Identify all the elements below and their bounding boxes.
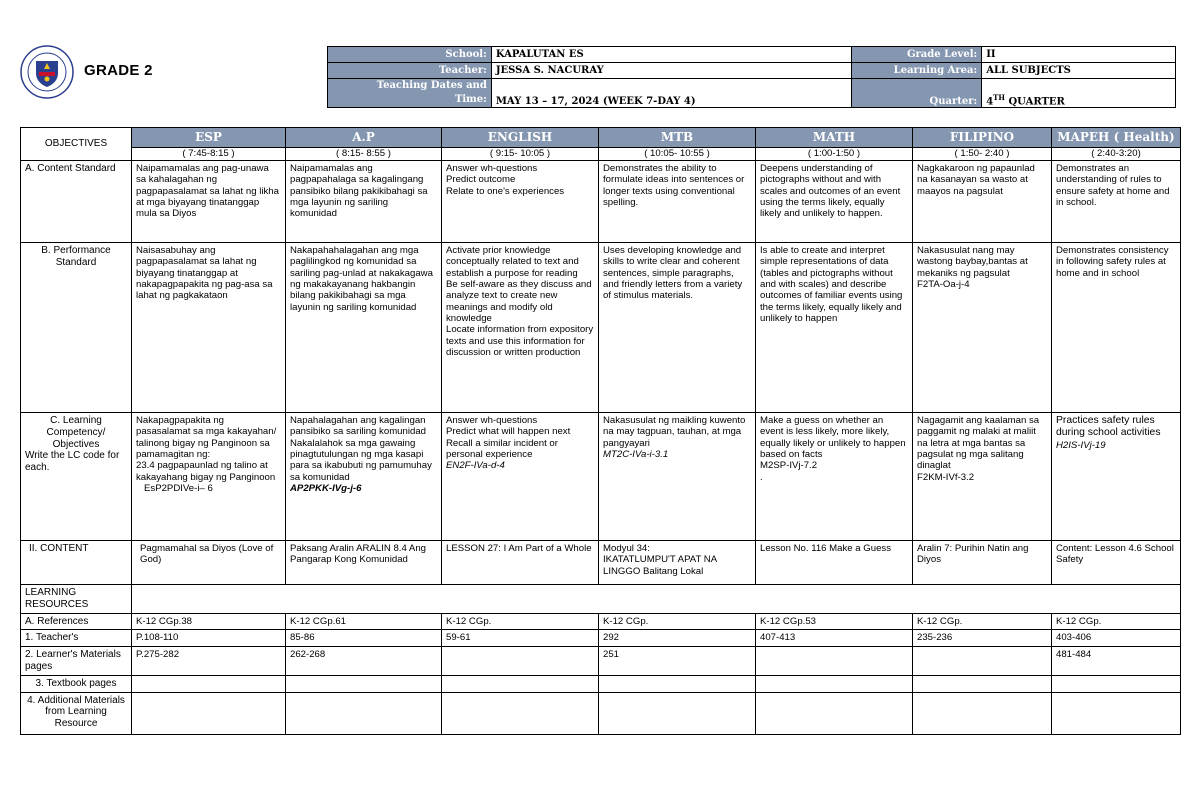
learning-area-value: ALL SUBJECTS — [982, 63, 1176, 79]
additional-materials-mapeh — [1052, 692, 1181, 734]
references-esp: K-12 CGp.38 — [132, 613, 286, 630]
competency-mtb-code: MT2C-IVa-i-3.1 — [603, 448, 669, 460]
additional-materials-label: 4. Additional Materials from Learning Resource — [21, 692, 132, 734]
competency-esp-code: EsP2PDIVe-i– 6 — [144, 482, 213, 494]
performance-standard-ap: Nakapahahalagahan ang mga paglilingkod ng komunidad sa sariling pag-unlad at nakakagawa ng makakayanang hakbangin bilang pakikibahagi sa mga layunin ng sariling komunidad — [286, 243, 442, 413]
time-math: ( 1:00-1:50 ) — [756, 148, 913, 161]
competency-math-code: M2SP-IVj-7.2 — [760, 460, 818, 472]
additional-materials-ap — [286, 692, 442, 734]
performance-standard-mapeh: Demonstrates consistency in following safety rules at home and in school — [1052, 243, 1181, 413]
deped-seal-logo — [20, 45, 74, 99]
competency-mtb-text: Nakasusulat ng maikling kuwento na may tagpuan, tauhan, at mga pangyayari — [603, 415, 746, 449]
subject-header-esp: ESP — [132, 128, 286, 148]
objectives-header: OBJECTIVES — [21, 128, 132, 161]
competency-english-code: EN2F-IVa-d-4 — [446, 460, 505, 472]
additional-materials-english — [442, 692, 599, 734]
grade-title: GRADE 2 — [84, 62, 153, 79]
competency-filipino-code: F2KM-IVf-3.2 — [917, 471, 975, 483]
content-ap: Paksang Aralin ARALIN 8.4 Ang Pangarap Kong Komunidad — [286, 541, 442, 585]
additional-materials-filipino — [913, 692, 1052, 734]
content-math: Lesson No. 116 Make a Guess — [756, 541, 913, 585]
content-standard-english: Answer wh-questions Predict outcome Relate to one's experiences — [442, 161, 599, 243]
teacher-value: JESSA S. NACURAY — [491, 63, 852, 79]
references-mapeh: K-12 CGp. — [1052, 613, 1181, 630]
time-ap: ( 8:15- 8:55 ) — [286, 148, 442, 161]
performance-standard-esp: Naisasabuhay ang pagpapasalamat sa lahat ng biyayang tinatanggap at nakapagpapakita ng pag-asa sa lahat ng pagkakataon — [132, 243, 286, 413]
performance-standard-filipino-text: Nakasusulat nang may wastong baybay,bantas at mekaniks ng pagsulat — [917, 245, 1028, 279]
learners-materials-label: 2. Learner's Materials pages — [21, 647, 132, 676]
learning-area-label: Learning Area: — [852, 63, 982, 79]
competency-mapeh-code: H2IS-IVj-19 — [1056, 439, 1106, 451]
references-ap: K-12 CGp.61 — [286, 613, 442, 630]
competency-ap-code: AP2PKK-IVg-j-6 — [290, 482, 362, 494]
competency-label — [21, 413, 132, 541]
teaching-dates-label — [328, 79, 492, 108]
textbook-pages-esp — [132, 675, 286, 692]
references-english: K-12 CGp. — [442, 613, 599, 630]
teachers-guide-filipino: 235-236 — [913, 630, 1052, 647]
competency-math-extra: . — [760, 471, 763, 483]
teachers-guide-esp: P.108-110 — [132, 630, 286, 647]
textbook-pages-ap — [286, 675, 442, 692]
references-label: A. References — [21, 613, 132, 630]
performance-standard-filipino — [913, 243, 1052, 413]
learners-materials-english — [442, 647, 599, 676]
teachers-guide-mapeh: 403-406 — [1052, 630, 1181, 647]
subject-header-mapeh: MAPEH ( Health) — [1052, 128, 1181, 148]
performance-standard-label: B. Performance Standard — [21, 243, 132, 413]
competency-filipino — [913, 413, 1052, 541]
competency-mapeh — [1052, 413, 1181, 541]
teacher-label: Teacher: — [328, 63, 492, 79]
content-filipino: Aralin 7: Purihin Natin ang Diyos — [913, 541, 1052, 585]
teachers-guide-label: 1. Teacher's — [21, 630, 132, 647]
learning-resources-label: LEARNING RESOURCES — [21, 585, 132, 614]
textbook-pages-mapeh — [1052, 675, 1181, 692]
content-mtb — [599, 541, 756, 585]
quarter-number: 4 — [986, 96, 994, 107]
references-filipino: K-12 CGp. — [913, 613, 1052, 630]
performance-standard-filipino-code: F2TA-Oa-j-4 — [917, 278, 970, 290]
competency-english-text: Answer wh-questions Predict what will happen next Recall a similar incident or personal experience — [446, 415, 571, 460]
competency-mapeh-text: Practices safety rules during school activities — [1056, 415, 1161, 439]
grade-level-label: Grade Level: — [852, 47, 982, 63]
competency-math-text: Make a guess on whether an event is less likely, more likely, equally likely or unlikely to happen based on facts — [760, 415, 906, 460]
competency-filipino-text: Nagagamit ang kaalaman sa paggamit ng malaki at maliit na letra at mga bantas sa pagsulat ng mga salitang dinaglat — [917, 415, 1040, 472]
performance-standard-math: Is able to create and interpret simple representations of data (tables and pictographs without and with scales) and describe outcomes of familiar events using the terms likely, equally likely and unlikely to happen — [756, 243, 913, 413]
teachers-guide-english: 59-61 — [442, 630, 599, 647]
learners-materials-math — [756, 647, 913, 676]
time-filipino: ( 1:50- 2:40 ) — [913, 148, 1052, 161]
textbook-pages-math — [756, 675, 913, 692]
content-standard-ap: Naipamamalas ang pagpapahalaga sa kagalingang pansibiko bilang pakikibahagi sa mga layunin ng sariling komunidad — [286, 161, 442, 243]
time-english: ( 9:15- 10:05 ) — [442, 148, 599, 161]
content-mtb-subtitle: Balitang Lokal — [643, 565, 704, 577]
subject-header-math: MATH — [756, 128, 913, 148]
quarter-label: Quarter: — [852, 79, 982, 108]
content-standard-mapeh: Demonstrates an understanding of rules to ensure safety at home and in school. — [1052, 161, 1181, 243]
competency-ap — [286, 413, 442, 541]
content-standard-label: A. Content Standard — [21, 161, 132, 243]
content-standard-filipino: Nagkakaroon ng papaunlad na kasanayan sa wasto at maayos na pagsulat — [913, 161, 1052, 243]
subject-header-filipino: FILIPINO — [913, 128, 1052, 148]
content-esp: Pagmamahal sa Diyos (Love of God) — [132, 541, 286, 585]
header-info-table — [327, 46, 1176, 108]
additional-materials-math — [756, 692, 913, 734]
competency-label-main: C. Learning Competency/ Objectives — [46, 415, 106, 450]
competency-english — [442, 413, 599, 541]
lesson-log-table — [20, 127, 1181, 735]
competency-esp — [132, 413, 286, 541]
subject-header-mtb: MTB — [599, 128, 756, 148]
teachers-guide-ap: 85-86 — [286, 630, 442, 647]
competency-ap-text: Napahalagahan ang kagalingan pansibiko sa sariling komunidad Nakalalahok sa mga gawaing pinagtutulungan ng mga kasapi para sa ikabubuti ng pamumuhay sa komunidad — [290, 415, 432, 483]
learners-materials-esp: P.275-282 — [132, 647, 286, 676]
content-standard-esp: Naipamamalas ang pag-unawa sa kahalagahan ng pagpapasalamat sa lahat ng likha at mga biyayang tinatanggap mula sa Diyos — [132, 161, 286, 243]
learners-materials-filipino — [913, 647, 1052, 676]
quarter-rest: QUARTER — [1004, 96, 1065, 107]
grade-level-value: II — [982, 47, 1176, 63]
teaching-dates-label-line2: Time: — [454, 94, 487, 105]
textbook-pages-filipino — [913, 675, 1052, 692]
additional-materials-esp — [132, 692, 286, 734]
textbook-pages-english — [442, 675, 599, 692]
textbook-pages-label: 3. Textbook pages — [21, 675, 132, 692]
subject-header-english: ENGLISH — [442, 128, 599, 148]
learning-resources-span — [132, 585, 1181, 614]
teachers-guide-math: 407-413 — [756, 630, 913, 647]
learners-materials-mtb: 251 — [599, 647, 756, 676]
teachers-guide-mtb: 292 — [599, 630, 756, 647]
quarter-value — [982, 79, 1176, 108]
learners-materials-mapeh: 481-484 — [1052, 647, 1181, 676]
references-mtb: K-12 CGp. — [599, 613, 756, 630]
competency-esp-text: Nakapagpapakita ng pasasalamat sa mga kakayahan/ talinong bigay ng Panginoon sa pamamagitan ng: 23.4 pagpapaunlad ng talino at kakayahang bigay ng Panginoon — [136, 415, 277, 483]
content-mapeh: Content: Lesson 4.6 School Safety — [1052, 541, 1181, 585]
school-label: School: — [328, 47, 492, 63]
subject-header-ap: A.P — [286, 128, 442, 148]
learners-materials-ap: 262-268 — [286, 647, 442, 676]
time-esp: ( 7:45-8:15 ) — [132, 148, 286, 161]
references-math: K-12 CGp.53 — [756, 613, 913, 630]
teaching-dates-label-line1: Teaching Dates and — [376, 80, 487, 91]
content-standard-mtb: Demonstrates the ability to formulate ideas into sentences or longer texts using conventional spelling. — [599, 161, 756, 243]
performance-standard-english: Activate prior knowledge conceptually related to text and establish a purpose for reading Be self-aware as they discuss and analyze text to create new meanings and modify old knowledge Locate information from expository texts and use this information for discussion or written production — [442, 243, 599, 413]
content-label: II. CONTENT — [21, 541, 132, 585]
competency-math — [756, 413, 913, 541]
additional-materials-mtb — [599, 692, 756, 734]
competency-mtb — [599, 413, 756, 541]
content-standard-math: Deepens understanding of pictographs without and with scales and outcomes of an event using the terms likely, equally likely and unlikely to happen. — [756, 161, 913, 243]
content-english: LESSON 27: I Am Part of a Whole — [442, 541, 599, 585]
school-value: KAPALUTAN ES — [491, 47, 852, 63]
quarter-sup: TH — [993, 92, 1005, 102]
content-mtb-title: IKATATLUMPU'T APAT NA LINGGO — [603, 554, 717, 577]
content-mtb-module: Modyul 34: — [603, 543, 650, 554]
textbook-pages-mtb — [599, 675, 756, 692]
competency-label-note: Write the LC code for each. — [25, 450, 120, 474]
performance-standard-mtb: Uses developing knowledge and skills to write clear and coherent sentences, simple paragraphs, and friendly letters from a variety of stimulus materials. — [599, 243, 756, 413]
time-mtb: ( 10:05- 10:55 ) — [599, 148, 756, 161]
teaching-dates-value: MAY 13 – 17, 2024 (WEEK 7-DAY 4) — [491, 79, 852, 108]
time-mapeh: ( 2:40-3:20) — [1052, 148, 1181, 161]
